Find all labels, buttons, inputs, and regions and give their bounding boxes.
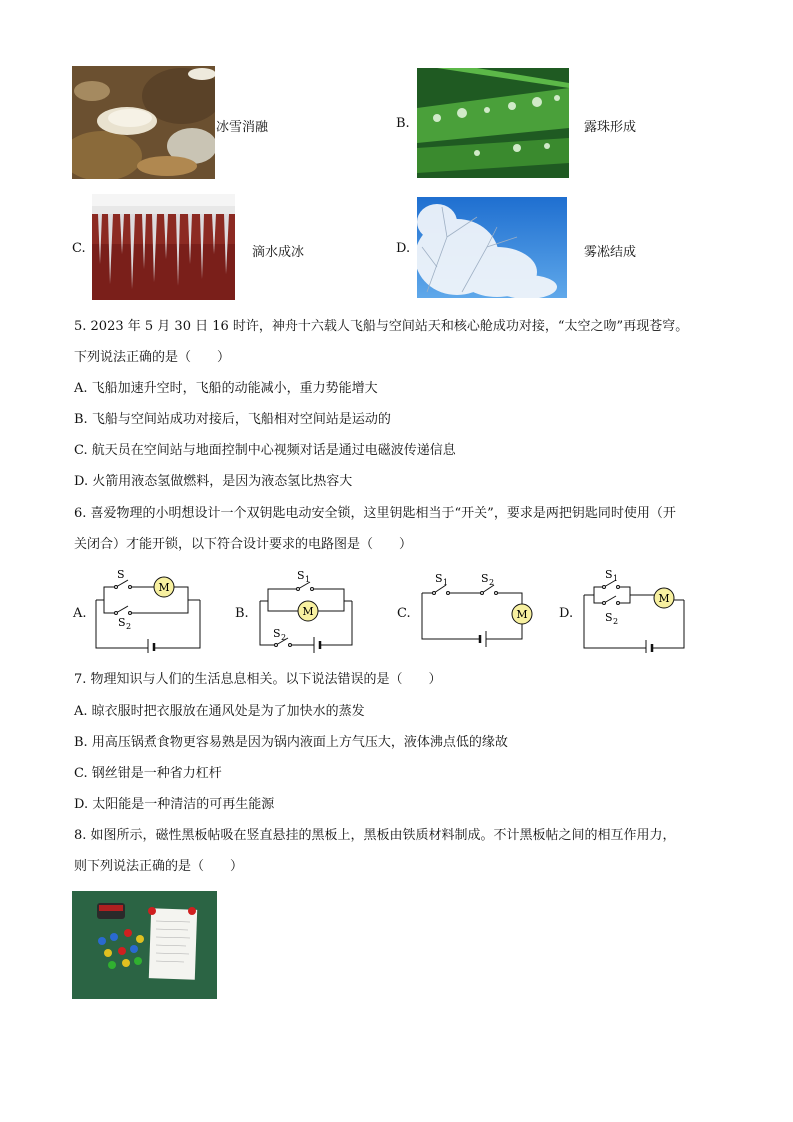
option-text-dew: 露珠形成 [584,120,637,135]
switch-sub-a2: 2 [126,622,132,631]
icicles-photo [92,194,235,300]
q7-option-a: A. 晾衣服时把衣服放在通风处是为了加快水的蒸发 [74,704,365,719]
option-text-melting: 冰雪消融 [216,120,269,135]
q5-stem-line2: 下列说法正确的是（ ） [74,350,231,365]
dew-drops-photo [417,68,569,178]
q5-option-b: B. 飞船与空间站成功对接后，飞船相对空间站是运动的 [74,412,391,427]
motor-label-b: M [302,605,314,618]
switch-label-d2: S [605,611,613,624]
q5-option-a: A. 飞船加速升空时，飞船的动能减小，重力势能增大 [74,381,378,396]
melting-ice-photo [72,66,215,179]
circuit-a-diagram [88,565,208,653]
q6-stem-line1: 6. 喜爱物理的小明想设计一个双钥匙电动安全锁，这里钥匙相当于“开关”，要求是两把钥匙同时使用（开 [74,506,676,521]
q5-option-c: C. 航天员在空间站与地面控制中心视频对话是通过电磁波传递信息 [74,443,456,458]
q8-stem-line2: 则下列说法正确的是（ ） [74,859,244,874]
switch-label-d1: S [605,568,613,581]
circuit-b-label: B. [235,606,249,621]
motor-label-a: M [158,581,170,594]
switch-sub-c2: 2 [489,578,495,587]
circuit-d-label: D. [559,606,574,621]
magnetic-blackboard-photo [72,891,217,999]
switch-label-b2: S [273,627,281,640]
rime-frost-photo [417,197,567,298]
switch-sub-d2: 2 [613,617,619,626]
switch-label-a2: S [118,616,126,629]
switch-sub-b1: 1 [305,575,311,584]
switch-label-b1: S [297,569,305,582]
option-letter-b: B. [396,116,410,131]
q5-stem-line1: 5. 2023 年 5 月 30 日 16 时许，神舟十六载人飞船与空间站天和核心舱成功对接，“太空之吻”再现苍穹。 [74,319,689,334]
circuit-b-diagram [252,565,360,653]
q5-option-d: D. 火箭用液态氢做燃料，是因为液态氢比热容大 [74,474,353,489]
option-letter-d: D. [396,241,411,256]
q7-stem: 7. 物理知识与人们的生活息息相关。以下说法错误的是（ ） [74,672,442,687]
switch-label-c1: S [435,572,443,585]
circuit-c-diagram [414,565,540,653]
option-letter-c: C. [72,241,86,256]
q8-stem-line1: 8. 如图所示，磁性黑板帖吸在竖直悬挂的黑板上，黑板由铁质材料制成。不计黑板帖之间的相互作用力， [74,828,676,843]
switch-sub-b2: 2 [281,633,287,642]
circuit-c-label: C. [397,606,411,621]
motor-label-c: M [516,608,528,621]
circuit-d-diagram [576,565,692,653]
option-text-icicle: 滴水成冰 [252,245,305,260]
circuit-a-label: A. [73,606,87,621]
motor-label-d: M [658,592,670,605]
q6-stem-line2: 关闭合）才能开锁，以下符合设计要求的电路图是（ ） [74,537,413,552]
switch-sub-d1: 1 [613,574,619,583]
q7-option-c: C. 钢丝钳是一种省力杠杆 [74,766,222,781]
switch-label-a1: S [117,568,125,581]
switch-sub-c1: 1 [443,578,449,587]
q7-option-d: D. 太阳能是一种清洁的可再生能源 [74,797,275,812]
q7-option-b: B. 用高压锅煮食物更容易熟是因为锅内液面上方气压大，液体沸点低的缘故 [74,735,508,750]
option-text-rime: 雾凇结成 [584,245,637,260]
switch-label-c2: S [481,572,489,585]
